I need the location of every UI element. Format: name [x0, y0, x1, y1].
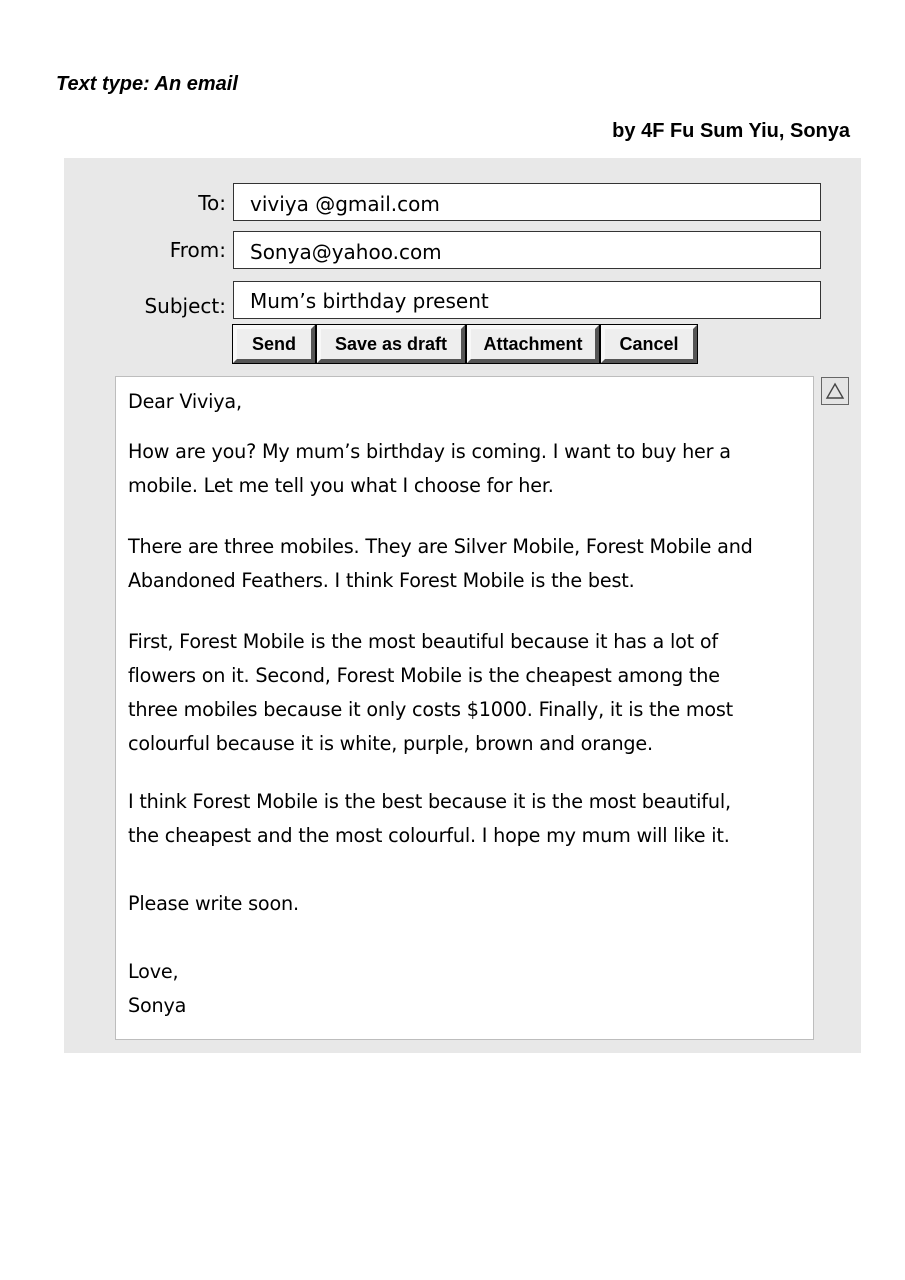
save-draft-button[interactable]: Save as draft: [317, 325, 465, 363]
triangle-up-icon: [825, 382, 845, 400]
message-paragraph-line: I think Forest Mobile is the best because it is the most beautiful,: [128, 790, 731, 813]
subject-label: Subject:: [144, 294, 226, 318]
email-compose-panel: [64, 158, 861, 1053]
message-paragraph-line: There are three mobiles. They are Silver Mobile, Forest Mobile and: [128, 535, 753, 558]
message-paragraph-line: How are you? My mum’s birthday is coming. I want to buy her a: [128, 440, 731, 463]
message-paragraph-line: First, Forest Mobile is the most beautiful because it has a lot of: [128, 630, 718, 653]
send-button[interactable]: Send: [233, 325, 315, 363]
message-paragraph-line: three mobiles because it only costs $1000. Finally, it is the most: [128, 698, 733, 721]
to-field[interactable]: viviya @gmail.com: [233, 183, 821, 221]
message-body[interactable]: [115, 376, 814, 1040]
email-toolbar: [233, 325, 699, 363]
subject-field[interactable]: Mum’s birthday present: [233, 281, 821, 319]
from-label: From:: [169, 238, 226, 262]
message-paragraph-line: Abandoned Feathers. I think Forest Mobile is the best.: [128, 569, 635, 592]
message-greeting: Dear Viviya,: [128, 390, 242, 413]
message-signature: Sonya: [128, 994, 187, 1017]
message-paragraph-line: flowers on it. Second, Forest Mobile is the cheapest among the: [128, 664, 720, 687]
to-label: To:: [198, 191, 226, 215]
message-paragraph-line: the cheapest and the most colourful. I hope my mum will like it.: [128, 824, 730, 847]
message-paragraph-line: mobile. Let me tell you what I choose for her.: [128, 474, 554, 497]
message-closing-request: Please write soon.: [128, 892, 299, 915]
text-type-heading: Text type: An email: [56, 73, 238, 95]
attachment-button[interactable]: Attachment: [467, 325, 599, 363]
message-paragraph-line: colourful because it is white, purple, brown and orange.: [128, 732, 653, 755]
author-line: by 4F Fu Sum Yiu, Sonya: [612, 120, 850, 142]
cancel-button[interactable]: Cancel: [601, 325, 697, 363]
from-field[interactable]: Sonya@yahoo.com: [233, 231, 821, 269]
scroll-up-button[interactable]: [821, 377, 849, 405]
message-sign-off: Love,: [128, 960, 179, 983]
